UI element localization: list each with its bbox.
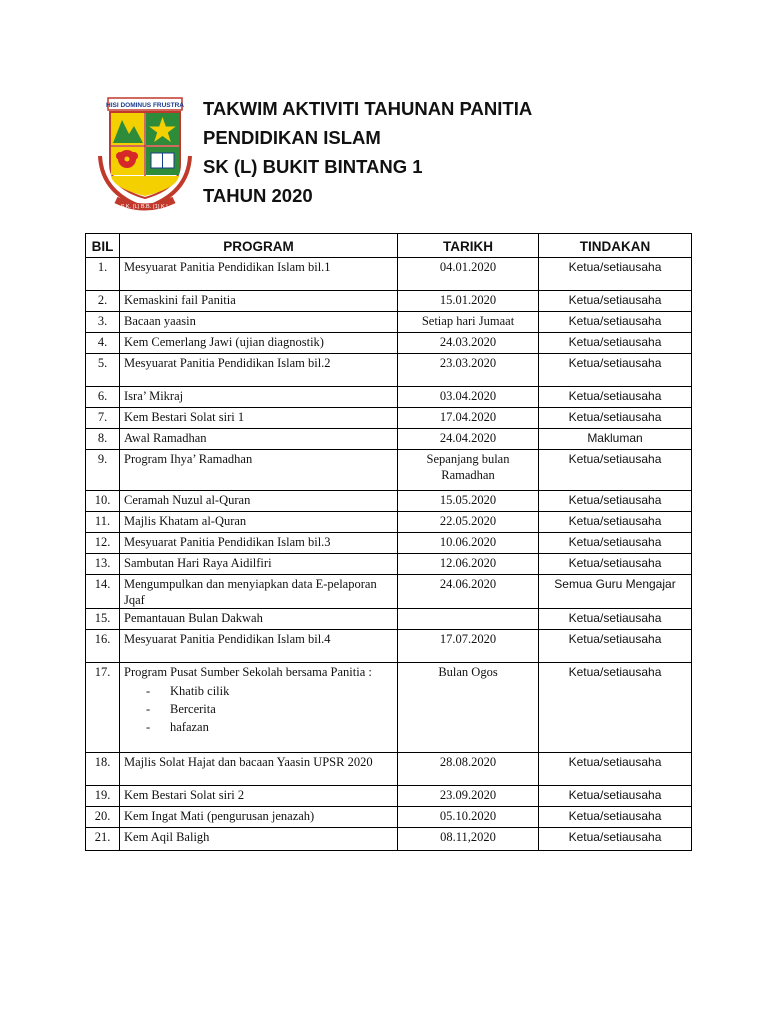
cell-bil xyxy=(86,291,120,312)
program-subitem xyxy=(124,718,393,736)
cell-bil xyxy=(86,807,120,828)
cell-tarikh-text: 24.06.2020 xyxy=(439,577,497,591)
cell-bil xyxy=(86,333,120,354)
cell-tindakan-text: Ketua/setiausaha xyxy=(568,830,662,844)
cell-program-text: Isra’ Mikraj xyxy=(124,389,184,403)
cell-tarikh xyxy=(398,533,539,554)
program-subitem-list xyxy=(124,682,393,736)
header-bil: BIL xyxy=(86,234,120,258)
table-row xyxy=(86,354,692,387)
svg-text:HISI DOMINUS FRUSTRA: HISI DOMINUS FRUSTRA xyxy=(106,102,184,109)
cell-program xyxy=(120,786,398,807)
cell-program xyxy=(120,630,398,663)
cell-program-text: Mesyuarat Panitia Pendidikan Islam bil.1 xyxy=(124,260,331,274)
table-header-row xyxy=(86,234,692,258)
cell-bil-text: 5. xyxy=(97,356,108,370)
cell-tindakan xyxy=(539,312,692,333)
cell-tarikh-text: Sepanjang bulan Ramadhan xyxy=(426,452,510,482)
cell-bil xyxy=(86,630,120,663)
program-subitem-text: Bercerita xyxy=(170,702,216,716)
cell-bil-text: 8. xyxy=(97,431,108,445)
cell-tarikh xyxy=(398,663,539,753)
cell-bil-text: 2. xyxy=(97,293,108,307)
cell-tindakan-text: Ketua/setiausaha xyxy=(568,755,662,769)
cell-bil xyxy=(86,533,120,554)
cell-bil xyxy=(86,663,120,753)
cell-program-text: Program Ihya’ Ramadhan xyxy=(124,452,253,466)
cell-bil xyxy=(86,312,120,333)
cell-tarikh xyxy=(398,786,539,807)
cell-bil xyxy=(86,575,120,609)
cell-tarikh xyxy=(398,291,539,312)
cell-tarikh-text: Bulan Ogos xyxy=(438,665,498,679)
cell-tindakan xyxy=(539,554,692,575)
cell-tarikh-text: 22.05.2020 xyxy=(439,514,497,528)
cell-tindakan xyxy=(539,429,692,450)
program-subitem xyxy=(124,700,393,718)
cell-bil xyxy=(86,786,120,807)
cell-program xyxy=(120,533,398,554)
cell-program xyxy=(120,663,398,753)
school-crest-logo xyxy=(98,96,192,214)
dash-bullet: - xyxy=(146,720,151,734)
cell-tarikh xyxy=(398,258,539,291)
dash-bullet: - xyxy=(146,702,151,716)
cell-tindakan-text: Ketua/setiausaha xyxy=(568,452,662,466)
cell-program-text: Mesyuarat Panitia Pendidikan Islam bil.4 xyxy=(124,632,331,646)
cell-bil-text: 16. xyxy=(94,632,111,646)
cell-tarikh xyxy=(398,575,539,609)
table-row xyxy=(86,807,692,828)
cell-tarikh xyxy=(398,554,539,575)
cell-bil-text: 13. xyxy=(94,556,111,570)
cell-tindakan-text: Ketua/setiausaha xyxy=(568,556,662,570)
cell-tarikh-text: 23.09.2020 xyxy=(439,788,497,802)
cell-tindakan xyxy=(539,333,692,354)
cell-tindakan-text: Ketua/setiausaha xyxy=(568,809,662,823)
cell-program-text: Kem Ingat Mati (pengurusan jenazah) xyxy=(124,809,315,823)
cell-tindakan-text: Ketua/setiausaha xyxy=(568,335,662,349)
cell-program xyxy=(120,807,398,828)
table-row xyxy=(86,609,692,630)
dash-bullet: - xyxy=(146,684,151,698)
cell-bil xyxy=(86,354,120,387)
program-subitem-text: Khatib cilik xyxy=(170,684,230,698)
cell-program xyxy=(120,333,398,354)
cell-program xyxy=(120,429,398,450)
cell-tindakan xyxy=(539,491,692,512)
cell-tindakan xyxy=(539,291,692,312)
heading-line-3: SK (L) BUKIT BINTANG 1 xyxy=(203,156,423,177)
cell-tindakan xyxy=(539,609,692,630)
header-tarikh: TARIKH xyxy=(398,234,539,258)
cell-tarikh-text: 23.03.2020 xyxy=(439,356,497,370)
cell-program-text: Mesyuarat Panitia Pendidikan Islam bil.3 xyxy=(124,535,331,549)
heading-line-1: TAKWIM AKTIVITI TAHUNAN PANITIA xyxy=(203,98,533,119)
cell-tindakan xyxy=(539,663,692,753)
table-body xyxy=(86,258,692,851)
cell-tarikh-text: 15.01.2020 xyxy=(439,293,497,307)
cell-tindakan-text: Ketua/setiausaha xyxy=(568,632,662,646)
cell-program-text: Mengumpulkan dan menyiapkan data E-pelaporan Jqaf xyxy=(124,577,377,607)
cell-tindakan-text: Ketua/setiausaha xyxy=(568,665,662,679)
cell-tindakan xyxy=(539,512,692,533)
header-program: PROGRAM xyxy=(120,234,398,258)
cell-tindakan-text: Semua Guru Mengajar xyxy=(554,577,676,591)
cell-tindakan-text: Ketua/setiausaha xyxy=(568,410,662,424)
cell-program xyxy=(120,354,398,387)
cell-tarikh-text: 15.05.2020 xyxy=(439,493,497,507)
cell-tarikh-text: 12.06.2020 xyxy=(439,556,497,570)
cell-bil xyxy=(86,387,120,408)
cell-bil xyxy=(86,258,120,291)
cell-tindakan-text: Makluman xyxy=(587,431,643,445)
cell-tindakan xyxy=(539,258,692,291)
cell-tindakan xyxy=(539,630,692,663)
cell-bil xyxy=(86,491,120,512)
table-row xyxy=(86,333,692,354)
cell-bil xyxy=(86,753,120,786)
cell-tindakan xyxy=(539,807,692,828)
cell-tindakan xyxy=(539,786,692,807)
cell-program-text: Kem Cemerlang Jawi (ujian diagnostik) xyxy=(124,335,324,349)
cell-bil-text: 15. xyxy=(94,611,111,625)
table-row xyxy=(86,828,692,851)
cell-tindakan xyxy=(539,828,692,851)
cell-tarikh xyxy=(398,387,539,408)
cell-program xyxy=(120,828,398,851)
cell-tindakan-text: Ketua/setiausaha xyxy=(568,260,662,274)
cell-program xyxy=(120,450,398,491)
cell-bil xyxy=(86,408,120,429)
cell-tarikh-text: 24.04.2020 xyxy=(439,431,497,445)
cell-bil-text: 18. xyxy=(94,755,111,769)
cell-bil xyxy=(86,609,120,630)
cell-tindakan-text: Ketua/setiausaha xyxy=(568,535,662,549)
cell-program xyxy=(120,753,398,786)
cell-tarikh xyxy=(398,408,539,429)
cell-bil-text: 21. xyxy=(94,830,111,844)
cell-tarikh-text: 28.08.2020 xyxy=(439,755,497,769)
cell-bil-text: 19. xyxy=(94,788,111,802)
cell-bil-text: 12. xyxy=(94,535,111,549)
cell-bil-text: 7. xyxy=(97,410,108,424)
cell-tarikh xyxy=(398,354,539,387)
cell-tindakan xyxy=(539,575,692,609)
cell-tindakan xyxy=(539,354,692,387)
cell-bil-text: 10. xyxy=(94,493,111,507)
cell-program-text: Bacaan yaasin xyxy=(124,314,196,328)
cell-tindakan xyxy=(539,408,692,429)
cell-program xyxy=(120,387,398,408)
table-row xyxy=(86,575,692,609)
table-row xyxy=(86,312,692,333)
cell-program-text: Kem Bestari Solat siri 2 xyxy=(124,788,245,802)
cell-bil-text: 20. xyxy=(94,809,111,823)
cell-tindakan-text: Ketua/setiausaha xyxy=(568,788,662,802)
heading-line-2: PENDIDIKAN ISLAM xyxy=(203,127,381,148)
cell-tarikh-text: 10.06.2020 xyxy=(439,535,497,549)
cell-tarikh xyxy=(398,512,539,533)
cell-program xyxy=(120,512,398,533)
cell-program-text: Kem Bestari Solat siri 1 xyxy=(124,410,245,424)
table-row xyxy=(86,291,692,312)
cell-tarikh-text: Setiap hari Jumaat xyxy=(421,314,515,328)
table-row xyxy=(86,408,692,429)
cell-tarikh xyxy=(398,450,539,491)
table-row xyxy=(86,450,692,491)
cell-tindakan xyxy=(539,753,692,786)
cell-bil-text: 11. xyxy=(94,514,111,528)
cell-bil-text: 3. xyxy=(97,314,108,328)
cell-program-text: Pemantauan Bulan Dakwah xyxy=(124,611,263,625)
table-row xyxy=(86,533,692,554)
cell-tarikh xyxy=(398,609,539,630)
cell-program-text: Kemaskini fail Panitia xyxy=(124,293,236,307)
cell-bil xyxy=(86,450,120,491)
cell-program xyxy=(120,312,398,333)
cell-tindakan-text: Ketua/setiausaha xyxy=(568,314,662,328)
cell-tarikh-text: 24.03.2020 xyxy=(439,335,497,349)
cell-tarikh xyxy=(398,807,539,828)
cell-program xyxy=(120,575,398,609)
table-row xyxy=(86,512,692,533)
activity-calendar-table xyxy=(85,233,692,851)
cell-tarikh xyxy=(398,491,539,512)
cell-bil-text: 1. xyxy=(97,260,108,274)
cell-tindakan-text: Ketua/setiausaha xyxy=(568,493,662,507)
table-row xyxy=(86,786,692,807)
cell-tindakan-text: Ketua/setiausaha xyxy=(568,611,662,625)
cell-tindakan-text: Ketua/setiausaha xyxy=(568,514,662,528)
table-row xyxy=(86,630,692,663)
cell-bil xyxy=(86,512,120,533)
cell-bil xyxy=(86,828,120,851)
cell-tindakan-text: Ketua/setiausaha xyxy=(568,389,662,403)
cell-program xyxy=(120,491,398,512)
cell-program-text: Program Pusat Sumber Sekolah bersama Panitia : xyxy=(124,665,372,679)
cell-tarikh xyxy=(398,429,539,450)
cell-program xyxy=(120,609,398,630)
table-row xyxy=(86,491,692,512)
cell-tindakan-text: Ketua/setiausaha xyxy=(568,293,662,307)
cell-tarikh-text: 17.07.2020 xyxy=(439,632,497,646)
cell-tarikh-text: 17.04.2020 xyxy=(439,410,497,424)
cell-tarikh xyxy=(398,828,539,851)
cell-program-text: Majlis Solat Hajat dan bacaan Yaasin UPSR 2020 xyxy=(124,755,373,769)
cell-tarikh-text: 08.11,2020 xyxy=(440,830,496,844)
cell-program xyxy=(120,291,398,312)
cell-bil-text: 14. xyxy=(94,577,111,591)
svg-text:S.K. (L) B.B. (1) K.L: S.K. (L) B.B. (1) K.L xyxy=(120,204,170,210)
program-subitem-text: hafazan xyxy=(170,720,209,734)
cell-program-text: Kem Aqil Baligh xyxy=(124,830,210,844)
cell-bil-text: 17. xyxy=(94,665,111,679)
cell-bil-text: 4. xyxy=(97,335,108,349)
cell-tarikh-text: 04.01.2020 xyxy=(439,260,497,274)
program-subitem xyxy=(124,682,393,700)
cell-program xyxy=(120,258,398,291)
cell-program-text: Sambutan Hari Raya Aidilfiri xyxy=(124,556,272,570)
cell-tarikh xyxy=(398,630,539,663)
cell-program-text: Mesyuarat Panitia Pendidikan Islam bil.2 xyxy=(124,356,331,370)
cell-tarikh xyxy=(398,333,539,354)
cell-program xyxy=(120,408,398,429)
cell-tindakan xyxy=(539,450,692,491)
table-row xyxy=(86,753,692,786)
cell-program xyxy=(120,554,398,575)
table-row xyxy=(86,387,692,408)
cell-bil-text: 9. xyxy=(97,452,108,466)
cell-program-text: Majlis Khatam al-Quran xyxy=(124,514,247,528)
cell-tindakan-text: Ketua/setiausaha xyxy=(568,356,662,370)
table-row xyxy=(86,429,692,450)
document-heading xyxy=(203,94,532,210)
cell-tarikh-text: 05.10.2020 xyxy=(439,809,497,823)
cell-tarikh xyxy=(398,312,539,333)
header-tindakan: TINDAKAN xyxy=(539,234,692,258)
cell-tindakan xyxy=(539,533,692,554)
cell-tarikh-text: 03.04.2020 xyxy=(439,389,497,403)
cell-bil xyxy=(86,554,120,575)
cell-bil-text: 6. xyxy=(97,389,108,403)
cell-program-text: Ceramah Nuzul al-Quran xyxy=(124,493,251,507)
table-row xyxy=(86,258,692,291)
table-row xyxy=(86,554,692,575)
cell-tindakan xyxy=(539,387,692,408)
cell-tarikh xyxy=(398,753,539,786)
cell-bil xyxy=(86,429,120,450)
heading-line-4: TAHUN 2020 xyxy=(203,185,313,206)
cell-program-text: Awal Ramadhan xyxy=(124,431,207,445)
table-row xyxy=(86,663,692,753)
